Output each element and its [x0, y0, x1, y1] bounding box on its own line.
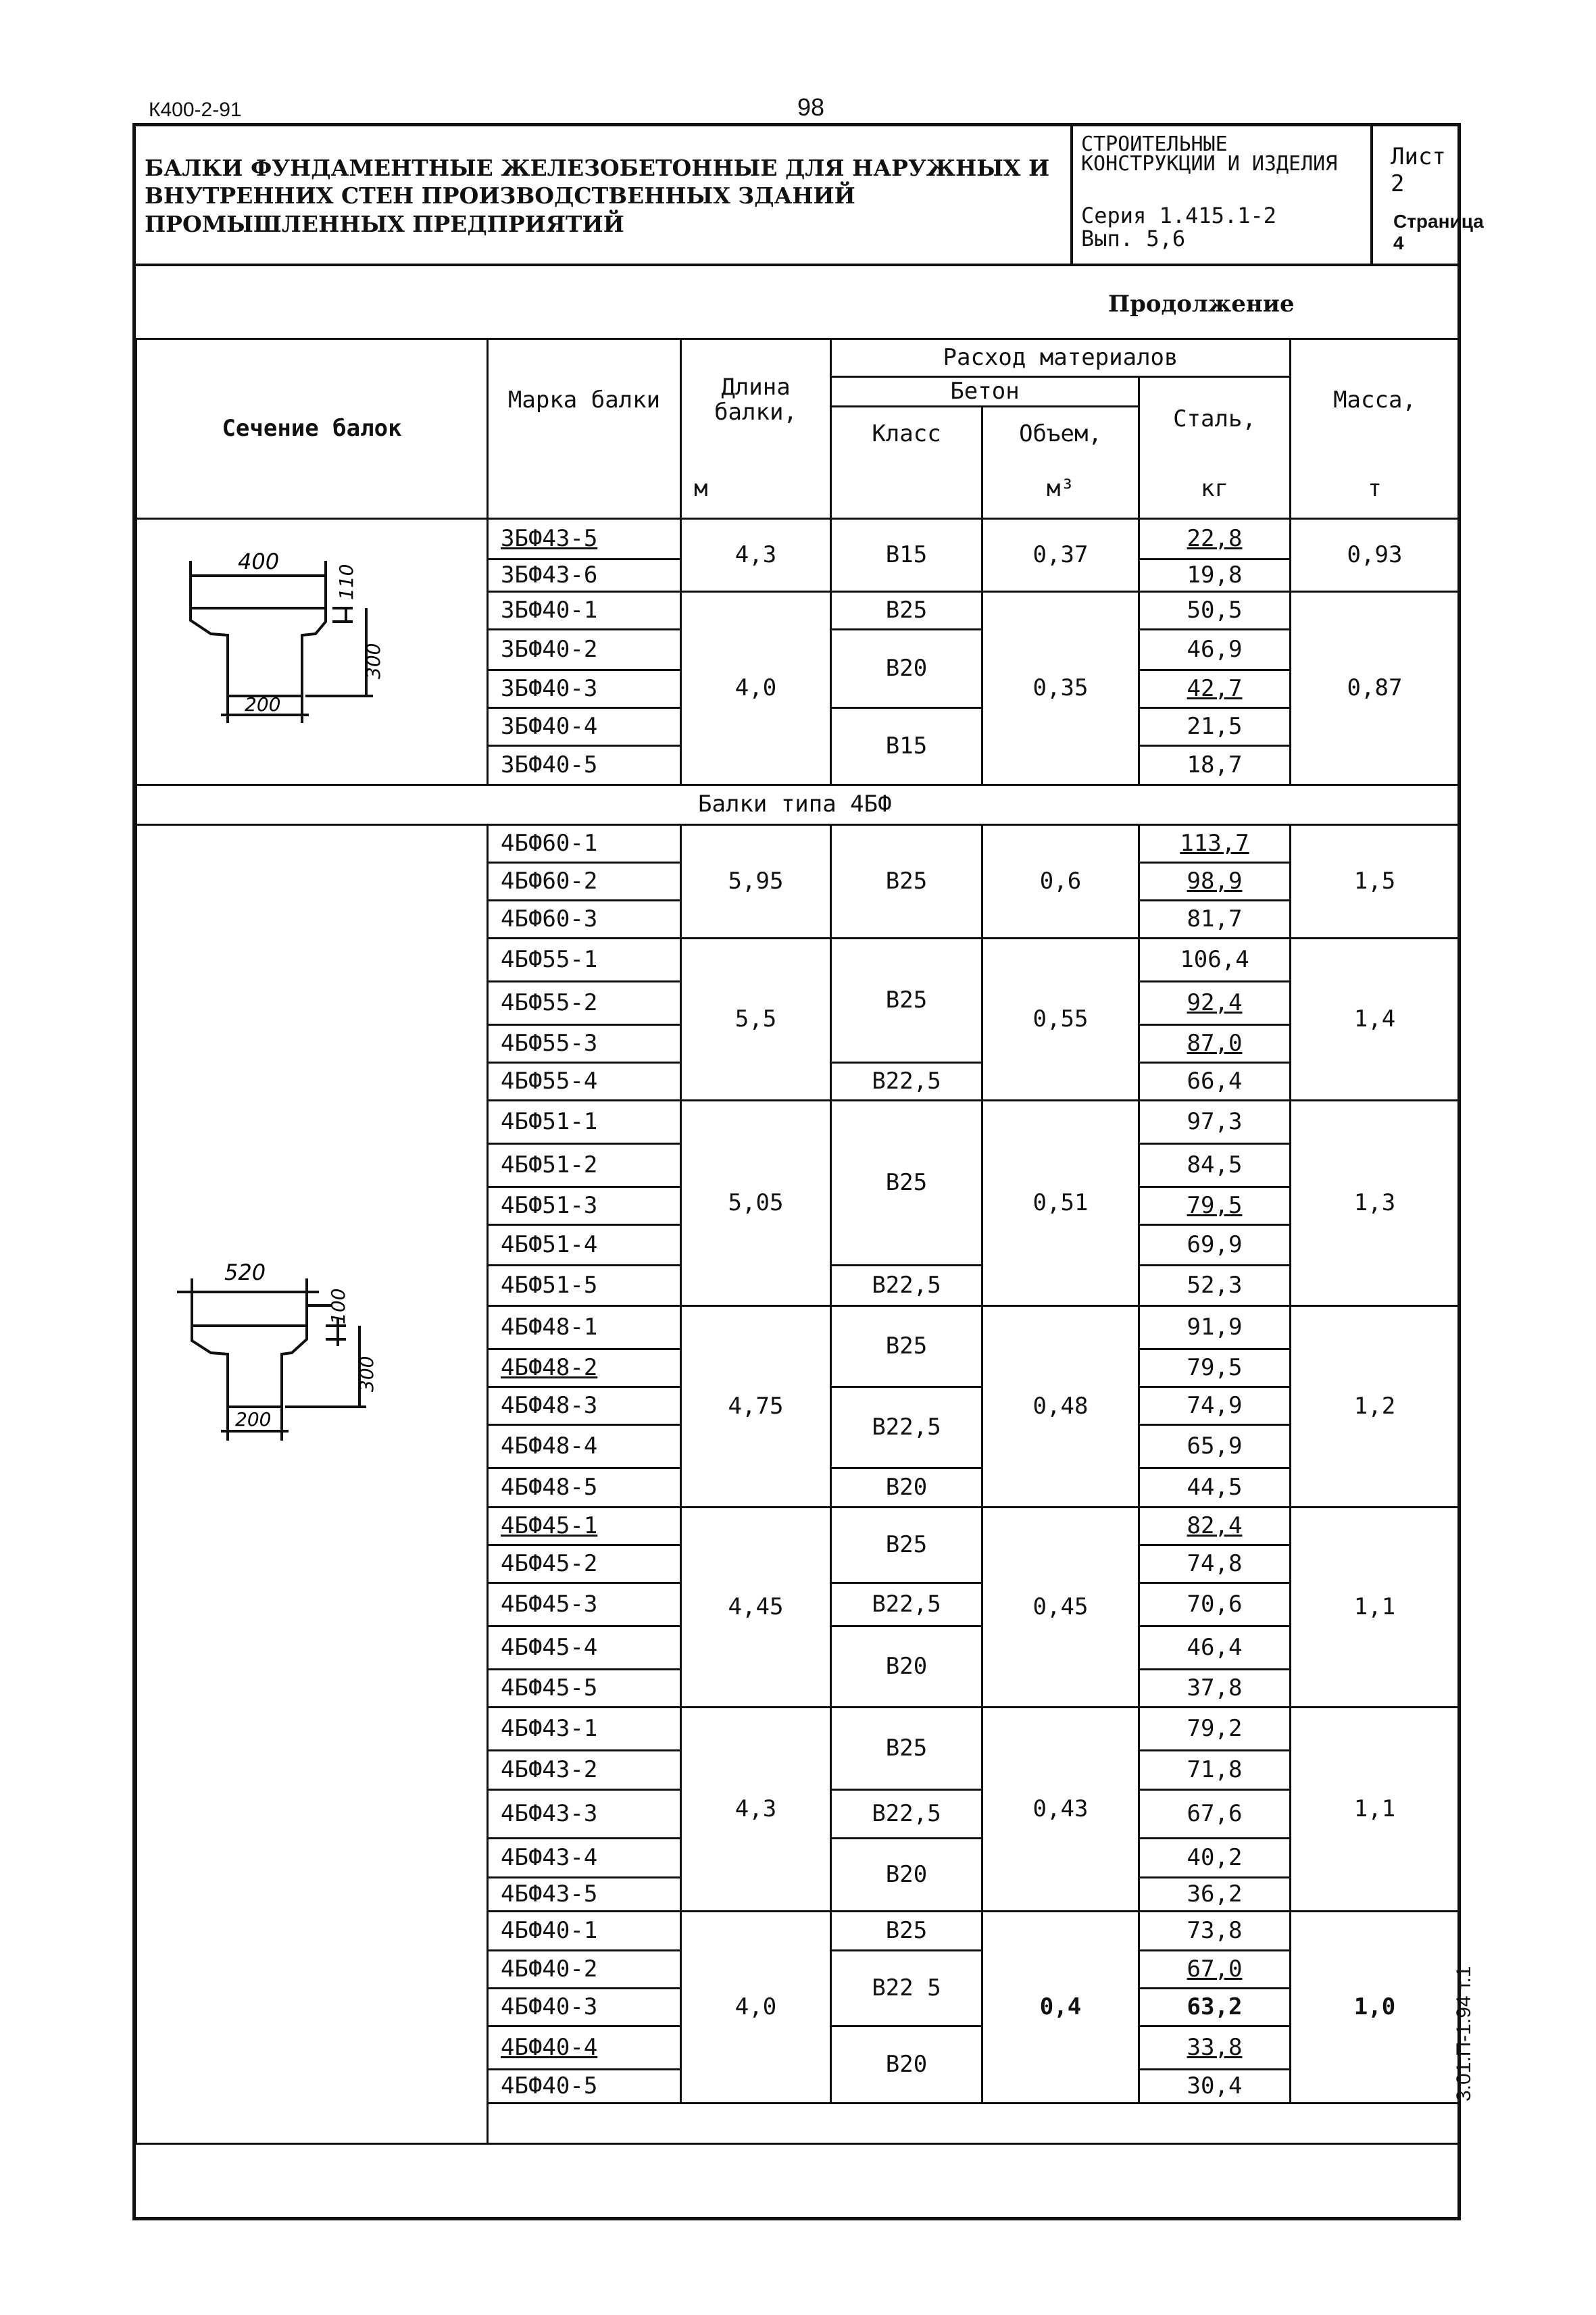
table-row-mark: 4БФ43-4	[488, 1839, 681, 1878]
steel-cell: 22,8	[1139, 519, 1291, 559]
length-cell: 5,95	[681, 825, 831, 939]
svg-text:200: 200	[244, 693, 280, 716]
category: СТРОИТЕЛЬНЫЕ КОНСТРУКЦИИ И ИЗДЕЛИЯ	[1081, 132, 1338, 176]
divider	[1070, 126, 1073, 264]
header-steel: Сталь,	[1139, 377, 1291, 461]
unit-volume: м³	[982, 461, 1139, 519]
table-row-mark: 4БФ48-1	[488, 1306, 681, 1349]
length-cell: 5,5	[681, 939, 831, 1101]
section-3bf	[136, 519, 488, 785]
length-cell: 4,0	[681, 1912, 831, 2104]
steel-cell: 40,2	[1139, 1839, 1291, 1878]
steel-cell: 21,5	[1139, 708, 1291, 746]
table-row-mark: 4БФ55-1	[488, 939, 681, 982]
class-cell: В25	[831, 1708, 982, 1790]
volume-cell: 0,35	[982, 592, 1139, 785]
table-row-mark: 4БФ43-5	[488, 1878, 681, 1912]
class-cell: В25	[831, 592, 982, 630]
class-cell: В25	[831, 1508, 982, 1583]
steel-cell: 18,7	[1139, 746, 1291, 785]
table-row-mark: 4БФ40-3	[488, 1989, 681, 2026]
section-3bf-drawing	[170, 534, 414, 764]
class-cell: В25	[831, 1912, 982, 1951]
sheet-label: Лист 2	[1391, 143, 1446, 197]
header-length: Длина балки,	[681, 339, 831, 461]
steel-cell: 74,8	[1139, 1545, 1291, 1583]
table-row-mark: 3БФ40-1	[488, 592, 681, 630]
svg-text:100: 100	[326, 1288, 349, 1324]
svg-text:200: 200	[234, 1408, 271, 1430]
class-cell: В20	[831, 1468, 982, 1508]
table-row-mark: 4БФ43-1	[488, 1708, 681, 1751]
table-row-mark: 4БФ51-3	[488, 1187, 681, 1225]
steel-cell: 70,6	[1139, 1583, 1291, 1626]
volume-cell: 0,51	[982, 1101, 1139, 1306]
steel-cell: 52,3	[1139, 1266, 1291, 1306]
class-cell: В20	[831, 1839, 982, 1912]
steel-cell: 44,5	[1139, 1468, 1291, 1508]
mass-cell: 1,1	[1291, 1708, 1460, 1912]
steel-cell: 37,8	[1139, 1670, 1291, 1708]
header-volume: Объем,	[982, 407, 1139, 461]
volume-cell: 0,48	[982, 1306, 1139, 1508]
mass-cell: 1,1	[1291, 1508, 1460, 1708]
table-row-mark: 4БФ48-5	[488, 1468, 681, 1508]
table-row-mark: 4БФ60-2	[488, 863, 681, 901]
steel-cell: 50,5	[1139, 592, 1291, 630]
steel-cell: 46,4	[1139, 1626, 1291, 1670]
header-class: Класс	[831, 407, 982, 461]
mass-cell: 1,0	[1291, 1912, 1460, 2104]
mass-cell: 1,4	[1291, 939, 1460, 1101]
volume-cell: 0,4	[982, 1912, 1139, 2104]
table-row-mark: 4БФ55-3	[488, 1025, 681, 1063]
length-cell: 4,3	[681, 519, 831, 592]
document-title: БАЛКИ ФУНДАМЕНТНЫЕ ЖЕЛЕЗОБЕТОННЫЕ ДЛЯ НАРУЖНЫХ И ВНУТРЕННИХ СТЕН ПРОИЗВОДСТВЕННЫХ ЗДАНИЙ ПРОМЫШЛЕННЫХ ПРЕДПРИЯТИЙ	[145, 155, 1050, 237]
mass-cell: 0,87	[1291, 592, 1460, 785]
class-cell: В20	[831, 1626, 982, 1708]
materials-table	[135, 338, 1460, 2145]
title-block	[135, 126, 1484, 266]
page-label: Страница 4	[1393, 211, 1484, 253]
class-cell: В20	[831, 630, 982, 708]
length-cell: 4,45	[681, 1508, 831, 1708]
steel-cell: 66,4	[1139, 1063, 1291, 1101]
steel-cell: 42,7	[1139, 670, 1291, 708]
steel-cell: 71,8	[1139, 1751, 1291, 1790]
section-4bf-drawing	[164, 1245, 434, 1461]
volume-cell: 0,43	[982, 1708, 1139, 1912]
steel-cell: 19,8	[1139, 559, 1291, 592]
steel-cell: 79,2	[1139, 1708, 1291, 1751]
unit-mark	[488, 461, 681, 519]
steel-cell: 65,9	[1139, 1425, 1291, 1468]
class-cell: В22,5	[831, 1387, 982, 1468]
table-footer-row	[488, 2104, 1460, 2144]
table-row-mark: 4БФ45-4	[488, 1626, 681, 1670]
length-cell: 4,0	[681, 592, 831, 785]
length-cell: 4,75	[681, 1306, 831, 1508]
table-row-mark: 4БФ40-1	[488, 1912, 681, 1951]
header-materials: Расход материалов	[831, 339, 1291, 377]
header-concrete: Бетон	[831, 377, 1139, 407]
class-cell: В15	[831, 519, 982, 592]
steel-cell: 98,9	[1139, 863, 1291, 901]
steel-cell: 79,5	[1139, 1349, 1291, 1387]
steel-cell: 84,5	[1139, 1144, 1291, 1187]
table-row-mark: 4БФ48-2	[488, 1349, 681, 1387]
class-cell: В25	[831, 1306, 982, 1387]
class-cell: В22 5	[831, 1951, 982, 2026]
steel-cell: 73,8	[1139, 1912, 1291, 1951]
table-row-mark: 3БФ40-3	[488, 670, 681, 708]
class-cell: В25	[831, 825, 982, 939]
table-row-mark: 4БФ55-2	[488, 982, 681, 1025]
class-cell: В22,5	[831, 1790, 982, 1839]
continuation-label: Продолжение	[1108, 291, 1295, 318]
unit-steel: кг	[1139, 461, 1291, 519]
table-row-mark: 3БФ43-6	[488, 559, 681, 592]
table-row-mark: 4БФ40-2	[488, 1951, 681, 1989]
svg-text:520: 520	[224, 1260, 266, 1285]
type-4bf-label: Балки типа 4БФ	[136, 785, 1460, 825]
steel-cell: 36,2	[1139, 1878, 1291, 1912]
table-row-mark: 4БФ43-3	[488, 1790, 681, 1839]
class-cell: В22,5	[831, 1063, 982, 1101]
steel-cell: 91,9	[1139, 1306, 1291, 1349]
volume-cell: 0,37	[982, 519, 1139, 592]
length-cell: 4,3	[681, 1708, 831, 1912]
table-row-mark: 4БФ40-5	[488, 2070, 681, 2104]
header-mass: Масса,	[1291, 339, 1460, 461]
class-cell: В25	[831, 939, 982, 1063]
steel-cell: 74,9	[1139, 1387, 1291, 1425]
section-4bf	[136, 825, 488, 2144]
table-row-mark: 4БФ51-2	[488, 1144, 681, 1187]
table-row-mark: 4БФ51-5	[488, 1266, 681, 1306]
svg-text:400: 400	[237, 549, 279, 575]
header-section: Сечение балок	[136, 339, 488, 519]
table-row-mark: 4БФ45-1	[488, 1508, 681, 1545]
table-row-mark: 4БФ51-1	[488, 1101, 681, 1144]
table-row-mark: 4БФ45-5	[488, 1670, 681, 1708]
table-row-mark: 4БФ45-2	[488, 1545, 681, 1583]
unit-length: м	[681, 461, 831, 519]
mass-cell: 1,3	[1291, 1101, 1460, 1306]
steel-cell: 92,4	[1139, 982, 1291, 1025]
mass-cell: 0,93	[1291, 519, 1460, 592]
table-row-mark: 4БФ51-4	[488, 1225, 681, 1266]
table-row-mark: 4БФ43-2	[488, 1751, 681, 1790]
steel-cell: 97,3	[1139, 1101, 1291, 1144]
unit-mass: т	[1291, 461, 1460, 519]
steel-cell: 33,8	[1139, 2026, 1291, 2070]
table-row-mark: 3БФ43-5	[488, 519, 681, 559]
table-row-mark: 4БФ55-4	[488, 1063, 681, 1101]
volume-cell: 0,45	[982, 1508, 1139, 1708]
svg-text:110: 110	[334, 564, 357, 601]
steel-cell: 63,2	[1139, 1989, 1291, 2026]
mass-cell: 1,5	[1291, 825, 1460, 939]
volume-cell: 0,55	[982, 939, 1139, 1101]
doc-code: К400-2-91	[149, 99, 242, 121]
table-row-mark: 4БФ40-4	[488, 2026, 681, 2070]
steel-cell: 69,9	[1139, 1225, 1291, 1266]
class-cell: В22,5	[831, 1266, 982, 1306]
steel-cell: 81,7	[1139, 901, 1291, 939]
side-code: 3.01.П-1.94 т.1	[1453, 1966, 1475, 2101]
mass-cell: 1,2	[1291, 1306, 1460, 1508]
steel-cell: 106,4	[1139, 939, 1291, 982]
length-cell: 5,05	[681, 1101, 831, 1306]
steel-cell: 82,4	[1139, 1508, 1291, 1545]
steel-cell: 67,0	[1139, 1951, 1291, 1989]
class-cell: В22,5	[831, 1583, 982, 1626]
issue: Вып. 5,6	[1081, 226, 1186, 251]
steel-cell: 46,9	[1139, 630, 1291, 670]
header-mark: Марка балки	[488, 339, 681, 461]
steel-cell: 30,4	[1139, 2070, 1291, 2104]
volume-cell: 0,6	[982, 825, 1139, 939]
table-row-mark: 4БФ48-4	[488, 1425, 681, 1468]
steel-cell: 87,0	[1139, 1025, 1291, 1063]
svg-text:300: 300	[361, 643, 384, 680]
class-cell: В25	[831, 1101, 982, 1266]
steel-cell: 79,5	[1139, 1187, 1291, 1225]
table-row-mark: 3БФ40-2	[488, 630, 681, 670]
svg-text:300: 300	[355, 1355, 378, 1392]
divider	[1370, 126, 1373, 264]
steel-cell: 113,7	[1139, 825, 1291, 863]
unit-class	[831, 461, 982, 519]
series: Серия 1.415.1-2	[1081, 203, 1276, 228]
table-row-mark: 3БФ40-4	[488, 708, 681, 746]
table-row-mark: 4БФ60-3	[488, 901, 681, 939]
table-row-mark: 3БФ40-5	[488, 746, 681, 785]
steel-cell: 67,6	[1139, 1790, 1291, 1839]
table-row-mark: 4БФ45-3	[488, 1583, 681, 1626]
table-row-mark: 4БФ60-1	[488, 825, 681, 863]
table-row-mark: 4БФ48-3	[488, 1387, 681, 1425]
page-number: 98	[797, 93, 825, 121]
class-cell: В15	[831, 708, 982, 785]
class-cell: В20	[831, 2026, 982, 2104]
